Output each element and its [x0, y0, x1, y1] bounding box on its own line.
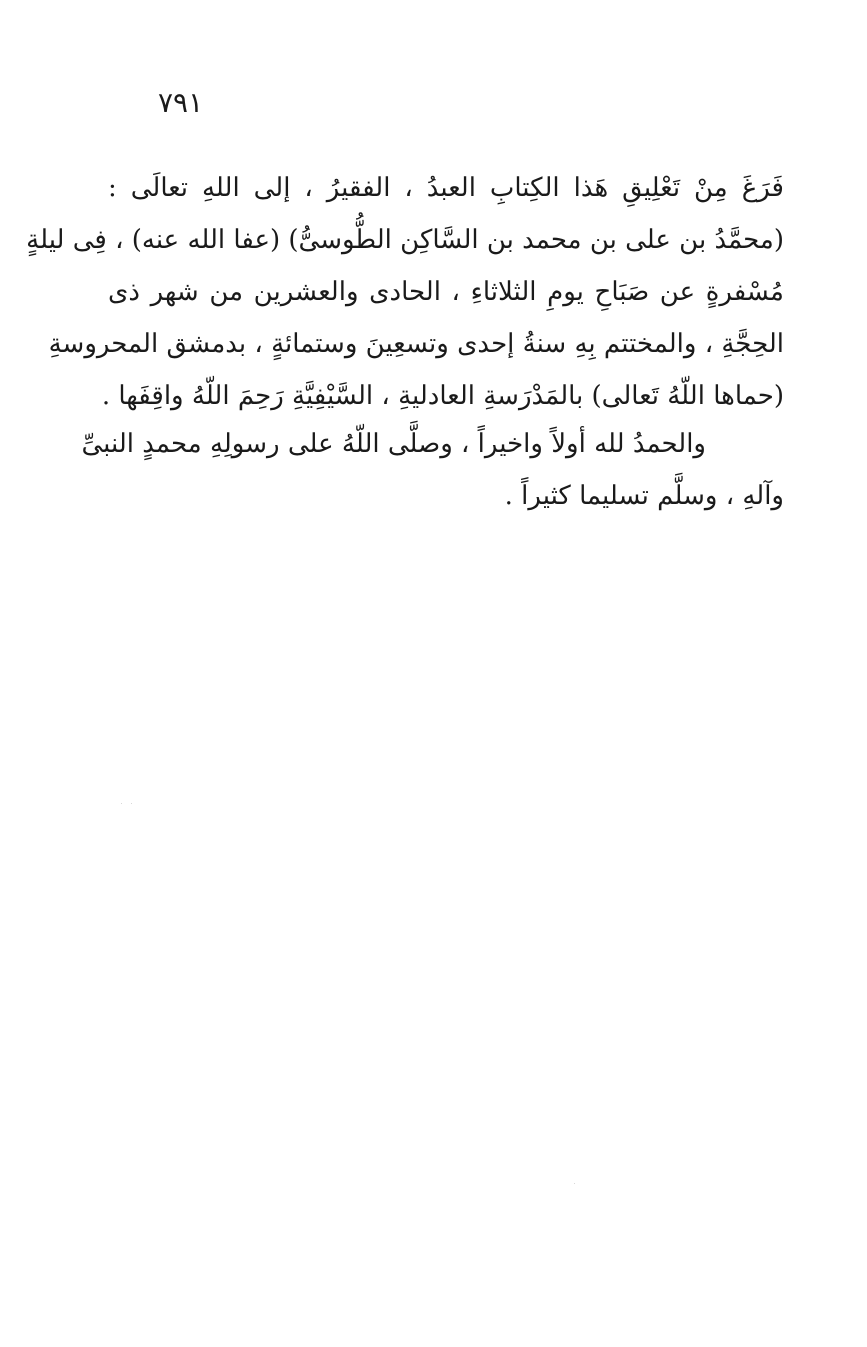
text-line: الحِجَّةِ ، والمختتم بِهِ سنةُ إحدى وتسعِينَ وستمائةٍ ، بدمشق المحروسةِ	[48, 329, 784, 359]
text-line: مُسْفرةٍ عن صَبَاحِ يومِ الثلاثاءِ ، الحادى والعشرين من شهر ذى	[108, 277, 784, 307]
page-number: ٧٩١	[158, 86, 204, 119]
scan-speck	[574, 1183, 575, 1184]
closing-paragraph	[81, 418, 784, 522]
text-line: (حماها اللّهُ تَعالى) بالمَدْرَسةِ العادليةِ ، السَّيْفِيَّةِ رَحِمَ اللّهُ واقِفَها .	[101, 381, 784, 411]
scan-speck	[121, 803, 122, 804]
scan-speck	[131, 803, 132, 804]
text-line: (محمَّدُ بن على بن محمد بن السَّاكِن الطُّوسىُّ) (عفا الله عنه) ، فِى ليلةٍ	[26, 225, 784, 255]
text-line: فَرَغَ مِنْ تَعْلِيقِ هَذا الكِتابِ العبدُ ، الفقيرُ ، إلى اللهِ تعالَى :	[108, 173, 784, 203]
text-line: وآلهِ ، وسلَّم تسليما كثيراً .	[504, 481, 784, 511]
text-line: والحمدُ لله أولاً واخيراً ، وصلَّى اللّهُ على رسولِهِ محمدٍ النبىِّ	[81, 429, 706, 459]
colophon-paragraph	[26, 162, 784, 422]
